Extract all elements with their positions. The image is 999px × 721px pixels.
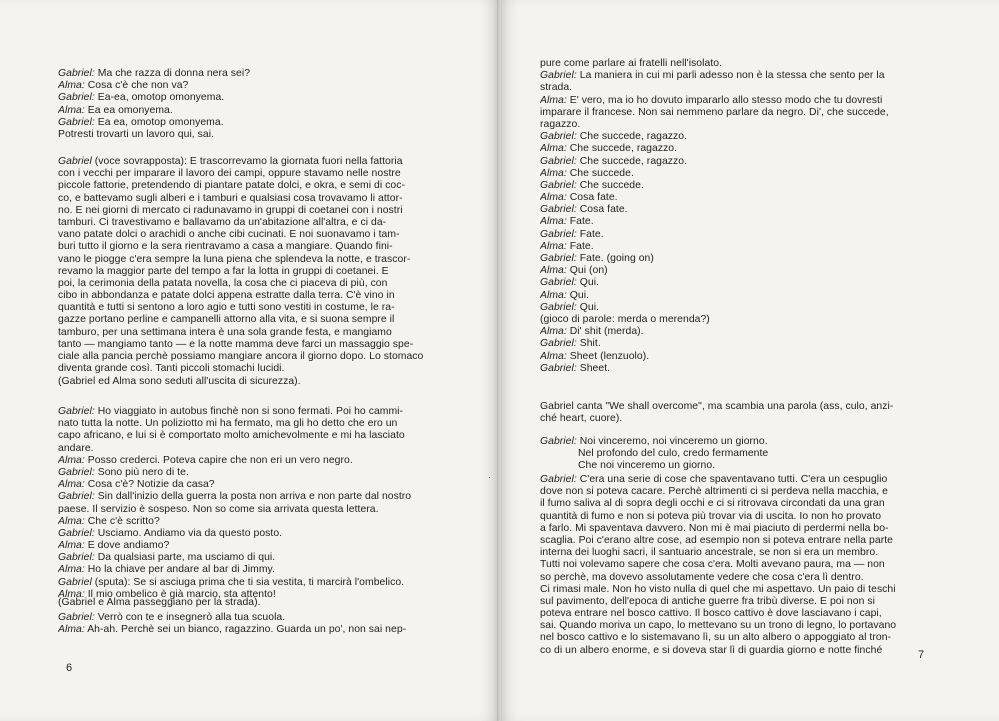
speaker-name: Gabriel (58, 156, 92, 167)
speaker-name: Gabriel: (540, 155, 577, 167)
line-text: co di un albero enorme, e si doveva star lì di guardia giorno e notte finché (540, 644, 883, 656)
line-text: Fate. (569, 240, 594, 252)
dialogue-line (540, 95, 928, 107)
text-block (58, 376, 446, 388)
speaker-name: Gabriel: (540, 474, 577, 485)
line-text: Cosa c'è che non va? (87, 80, 189, 92)
text-line (58, 363, 446, 375)
text-line (58, 229, 446, 241)
line-text: Noi vinceremo, noi vinceremo un giorno. (579, 436, 768, 447)
dialogue-line (540, 192, 928, 204)
text-line (540, 632, 928, 644)
speaker-name: Alma: (540, 192, 567, 204)
speaker-name: Alma: (58, 104, 85, 116)
speaker-name: Gabriel: (58, 612, 95, 623)
line-text: Ci rimasi male. Non ho visto nulla di quel che mi aspettavo. Un paio di teschi (540, 583, 896, 595)
text-line (540, 608, 928, 620)
right-page (502, 0, 999, 721)
line-text: dove non si poteva cacare. Perchè altrimenti ci si perdeva nella macchia, e (540, 486, 888, 498)
dialogue-line (58, 92, 446, 104)
dialogue-line (540, 474, 928, 486)
line-text: paese. Il servizio è sospeso. Non so come sia arrivata questa lettera. (58, 503, 379, 515)
speaker-name: Alma: (540, 265, 567, 277)
text-block (540, 436, 928, 473)
speaker-name: Alma: (58, 540, 85, 552)
line-text: imparare il francese. Non sai nemmeno parlare da negro. Di', che succede, (540, 106, 889, 118)
line-text: nato tutta la notte. Un poliziotto mi ha fermato, ma gli ho detto che ero un (58, 418, 398, 430)
line-text: poteva entrare nel bosco cattivo. Il bosco cattivo è dove lasciavano i capi, (540, 608, 882, 620)
line-text: Gabriel canta "We shall overcome", ma scambia una parola (ass, culo, anzi- (540, 401, 894, 412)
speaker-name: Alma: (540, 216, 567, 228)
line-text: quantità di fumo e non si poteva più trovar via di uscita. Io non ho provato (540, 510, 882, 522)
line-text: Che succede, ragazzo. (579, 131, 688, 143)
line-text: Ho la chiave per andare al bar di Jimmy. (87, 564, 275, 576)
dialogue-line (540, 265, 928, 277)
speaker-name: Gabriel: (58, 527, 95, 539)
line-text: interna dei luoghi sacri, il santuario ancestrale, se non si era un membro. (540, 547, 879, 559)
line-text: Cosa fate. (569, 192, 618, 204)
line-text: Che succede. (569, 167, 634, 179)
line-text: (Gabriel e Alma passeggiano per la strada). (58, 597, 261, 608)
line-text: Shit. (579, 338, 601, 350)
speaker-name: Gabriel: (540, 362, 577, 374)
speaker-name: Alma: (58, 80, 85, 92)
dialogue-line (540, 338, 928, 350)
dialogue-line (540, 436, 928, 448)
text-line (58, 266, 446, 278)
text-line (58, 376, 446, 388)
line-text: Posso crederci. Poteva capire che non eri un vero negro. (87, 454, 353, 466)
text-line (58, 302, 446, 314)
speaker-name: Alma: (540, 289, 567, 301)
text-block (540, 401, 928, 425)
line-text: scaglia. Poi c'erano altre cose, ad esempio non si poteva entrare nella parte (540, 534, 893, 546)
speaker-name: Gabriel: (540, 204, 577, 216)
line-text: Cosa c'è? Notizie da casa? (87, 479, 215, 491)
line-text: Di' shit (merda). (569, 326, 644, 338)
line-text: Sono più nero di te. (97, 466, 189, 478)
speaker-name: Alma: (58, 454, 85, 466)
text-line (540, 58, 928, 70)
text-line (58, 205, 446, 217)
line-text: il fumo saliva al di sopra degli occhi e ci si ritrovava circondati da una gran (540, 498, 885, 510)
line-text: no. E nei giorni di mercato ci radunavamo in gruppi di coetanei con i nostri (58, 204, 403, 216)
text-line (540, 620, 928, 632)
speaker-name: Alma: (58, 479, 85, 491)
speaker-name: Gabriel: (58, 116, 95, 128)
text-line (58, 241, 446, 253)
text-line (540, 82, 928, 94)
text-line (540, 401, 928, 413)
line-text: nel bosco cattivo e lo sistemavano lì, su un alto albero o appoggiato al tron- (540, 632, 892, 644)
dialogue-line (540, 351, 928, 363)
text-line (58, 278, 446, 290)
dialogue-line (58, 406, 446, 418)
dialogue-line (540, 156, 928, 168)
line-text: sai. Quando moriva un capo, lo mettevano su un trono di legno, lo portavano (540, 620, 897, 632)
dialogue-line (540, 363, 928, 375)
line-text: pure come parlare ai fratelli nell'isolato. (540, 58, 723, 69)
text-line (58, 290, 446, 302)
text-line (540, 498, 928, 510)
line-text: a farlo. Mi spaventava davvero. Non mi è mai piaciuto di perdermi nella bo- (540, 522, 889, 534)
line-text: (gioco di parole: merda o merenda?) (540, 313, 710, 325)
line-text: Ea ea omonyema. (87, 104, 173, 116)
speaker-name: Gabriel: (540, 228, 577, 240)
line-text: Cosa fate. (579, 204, 628, 216)
line-text: Sin dall'inizio della guerra la posta non arriva e non parte dal nostro (97, 491, 412, 503)
dialogue-line (58, 467, 446, 479)
line-text: quantità e tutti si sentono a loro agio e tutti sono vestiti in costume, le ra- (58, 302, 395, 314)
text-block (58, 68, 446, 141)
dialogue-line (540, 229, 928, 241)
page-number-right: 7 (918, 649, 925, 661)
line-text: Qui. (569, 289, 590, 301)
line-text: con i vecchi per imparare il lavoro dei campi, oppure stavamo nelle nostre (58, 168, 401, 180)
dialogue-line (540, 302, 928, 314)
speaker-name: Gabriel: (540, 301, 577, 313)
line-text: Il mio ombelico è già marcio, sta attento! (87, 588, 276, 600)
line-text: Fate. (579, 228, 604, 240)
dialogue-line (540, 143, 928, 155)
speaker-name: Alma: (540, 240, 567, 252)
line-text: andare. (58, 442, 94, 454)
dialogue-line (540, 277, 928, 289)
speaker-name: Gabriel: (58, 466, 95, 478)
line-text: co, e battevamo sugli alberi e i tamburi e qualsiasi cosa trovavamo li attor- (58, 192, 403, 204)
dialogue-line (58, 156, 446, 168)
page-number-left: 6 (66, 662, 73, 674)
line-text: Che succede, ragazzo. (579, 155, 688, 167)
line-text: La maniera in cui mi parli adesso non è la stessa che sento per la (579, 70, 885, 82)
speaker-name: Alma: (58, 624, 85, 636)
line-text: Fate. (going on) (579, 253, 654, 264)
text-line (540, 596, 928, 608)
dialogue-line (540, 253, 928, 265)
line-text: Fate. (569, 216, 594, 228)
dialogue-line (58, 612, 446, 624)
dialogue-line (58, 117, 446, 129)
text-line (540, 413, 928, 425)
dialogue-line (540, 241, 928, 253)
line-text: Usciamo. Andiamo via da questo posto. (97, 527, 283, 539)
speaker-name: Alma: (58, 515, 85, 527)
line-text: tamburo, per una settimana intera è una sola grande festa, e mangiamo (58, 326, 392, 338)
speaker-name: Gabriel: (540, 436, 577, 447)
line-text: (voce sovrapposta): E trascorrevamo la giornata fuori nella fattoria (94, 156, 403, 167)
text-line (540, 486, 928, 498)
line-text: Potresti trovarti un lavoro qui, sai. (58, 128, 215, 140)
line-text: strada. (540, 82, 573, 94)
dialogue-line (58, 624, 446, 636)
line-text: Verrò con te e insegnerò alla tua scuola. (97, 612, 286, 623)
text-block (540, 474, 928, 657)
line-text: Sheet. (579, 362, 611, 374)
text-line (540, 511, 928, 523)
line-text: (sputa): Se si asciuga prima che ti sia vestita, ti marcirà l'ombelico. (94, 576, 405, 588)
text-block (58, 156, 446, 375)
dialogue-line (58, 577, 446, 589)
line-text: sul pavimento, dell'epoca di antiche guerre fra tribù diverse. E poi non si (540, 595, 875, 607)
speaker-name: Alma: (58, 564, 85, 576)
text-line (540, 584, 928, 596)
text-line (540, 572, 928, 584)
dialogue-line (540, 180, 928, 192)
text-line (58, 597, 446, 609)
text-line (540, 448, 928, 460)
speaker-name: Gabriel: (540, 179, 577, 191)
dialogue-line (58, 105, 446, 117)
text-line (58, 504, 446, 516)
left-page (0, 0, 497, 721)
line-text: Qui. (579, 277, 599, 289)
dialogue-line (58, 479, 446, 491)
dialogue-line (540, 204, 928, 216)
speaker-name: Alma: (540, 94, 567, 106)
dialogue-line (540, 70, 928, 82)
margin-mark: · (488, 472, 491, 482)
text-line (540, 559, 928, 571)
line-text: Che c'è scritto? (87, 515, 160, 527)
text-line (58, 443, 446, 455)
line-text: Da qualsiasi parte, ma usciamo di qui. (97, 552, 276, 564)
line-text: gazze portano perline e campanelli attorno alla vita, e si suona sempre il (58, 314, 395, 326)
text-line (58, 339, 446, 351)
line-text: ragazzo. (540, 118, 581, 130)
line-text: tanto — mangiamo tanto — e la notte mamma deve farci un massaggio spe- (58, 338, 414, 350)
dialogue-line (540, 168, 928, 180)
text-line (540, 523, 928, 535)
text-line (58, 430, 446, 442)
line-text: Ho viaggiato in autobus finchè non si sono fermati. Poi ho cammi- (97, 406, 404, 417)
line-text: poi, la cerimonia della patata novella, la cosa che ci piaceva di più, con (58, 277, 388, 289)
speaker-name: Gabriel: (58, 68, 95, 79)
line-text: tamburi. Ci travestivamo e ballavamo da un'abitazione all'altra, e ci da- (58, 216, 387, 228)
speaker-name: Gabriel: (540, 131, 577, 143)
line-text: Che succede. (579, 179, 644, 191)
dialogue-line (540, 326, 928, 338)
line-text: vano patate dolci o arachidi o anche cibi cucinati. E noi suonavamo i tam- (58, 229, 400, 241)
line-text: revamo la maggior parte del tempo a far la lotta in gruppi di coetanei. E (58, 265, 389, 277)
text-line (58, 351, 446, 363)
dialogue-line (58, 552, 446, 564)
dialogue-line (58, 455, 446, 467)
speaker-name: Alma: (540, 167, 567, 179)
line-text: Che succede, ragazzo. (569, 143, 678, 155)
text-line (58, 418, 446, 430)
line-text: Ea-ea, omotop omonyema. (97, 92, 225, 104)
line-text: Che noi vinceremo un giorno. (578, 460, 716, 472)
dialogue-line (58, 528, 446, 540)
text-block (58, 612, 446, 636)
dialogue-line (540, 216, 928, 228)
text-line (58, 193, 446, 205)
line-text: ché heart, cuore). (540, 413, 623, 425)
line-text: E dove andiamo? (87, 540, 170, 552)
line-text: Ah-ah. Perchè sei un bianco, ragazzino. Guarda un po', non sai nep- (87, 624, 407, 636)
line-text: diventa grande così. Tanti piccoli stomachi lucidi. (58, 363, 285, 375)
line-text: Ma che razza di donna nera sei? (97, 68, 251, 79)
speaker-name: Alma: (540, 326, 567, 338)
text-block (58, 406, 446, 601)
speaker-name: Alma: (540, 143, 567, 155)
line-text: buri tutto il giorno e la sera rientravamo a casa a mangiare. Quando fini- (58, 241, 393, 253)
text-line (540, 314, 928, 326)
text-line (58, 217, 446, 229)
line-text: Sheet (lenzuolo). (569, 350, 650, 362)
speaker-name: Gabriel: (540, 277, 577, 289)
line-text: Qui (on) (569, 265, 608, 277)
dialogue-line (540, 131, 928, 143)
speaker-name: Gabriel: (540, 338, 577, 350)
text-line (58, 168, 446, 180)
line-text: so perchè, ma dovevo assolutamente vedere che cosa c'era lì dentro. (540, 571, 864, 583)
dialogue-line (58, 516, 446, 528)
line-text: cibo in abbondanza e patate dolci appena estratte dalla terra. C'è vino in (58, 290, 395, 302)
text-line (58, 314, 446, 326)
text-line (58, 254, 446, 266)
text-line (58, 327, 446, 339)
dialogue-line (58, 80, 446, 92)
line-text: Qui. (579, 301, 599, 313)
text-line (540, 119, 928, 131)
line-text: capo africano, e lui si è comportato molto amichevolmente e mi ha lasciato (58, 430, 405, 442)
line-text: Nel profondo del culo, credo fermamente (578, 448, 769, 460)
speaker-name: Alma: (540, 350, 567, 362)
speaker-name: Gabriel: (58, 406, 95, 417)
line-text: (Gabriel ed Alma sono seduti all'uscita di sicurezza). (58, 376, 301, 387)
line-text: Ea ea, omotop omonyema. (97, 116, 224, 128)
line-text: Tutti noi volevamo sapere che cosa c'era. Molti avevano paura, ma — non (540, 559, 885, 571)
line-text: piccole fattorie, pretendendo di piantare patate dolci, e okra, e semi di coc- (58, 180, 405, 192)
text-line (540, 460, 928, 472)
speaker-name: Gabriel: (58, 92, 95, 104)
speaker-name: Gabriel: (540, 70, 577, 82)
speaker-name: Gabriel: (58, 491, 95, 503)
text-line (58, 129, 446, 141)
dialogue-line (58, 491, 446, 503)
line-text: E' vero, ma io ho dovuto impararlo allo stesso modo che tu dovresti (569, 94, 883, 106)
text-line (540, 107, 928, 119)
speaker-name: Gabriel (58, 576, 92, 588)
speaker-name: Gabriel: (58, 552, 95, 564)
line-text: C'era una serie di cose che spaventavano tutti. C'era un cespuglio (579, 474, 888, 485)
line-text: ciale alla pancia perchè possiamo mangiare ancora il giorno dopo. Lo stomaco (58, 351, 424, 362)
dialogue-line (58, 540, 446, 552)
line-text: vano le piogge c'era sempre la luna piena che splendeva la notte, e trascor- (58, 253, 411, 265)
dialogue-line (58, 68, 446, 80)
text-line (58, 180, 446, 192)
text-line (540, 645, 928, 657)
text-block (58, 597, 446, 609)
speaker-name: Gabriel: (540, 253, 577, 264)
text-block (540, 58, 928, 375)
dialogue-line (540, 290, 928, 302)
speaker-name: Alma: (58, 588, 85, 600)
dialogue-line (58, 564, 446, 576)
text-line (540, 535, 928, 547)
text-line (540, 547, 928, 559)
